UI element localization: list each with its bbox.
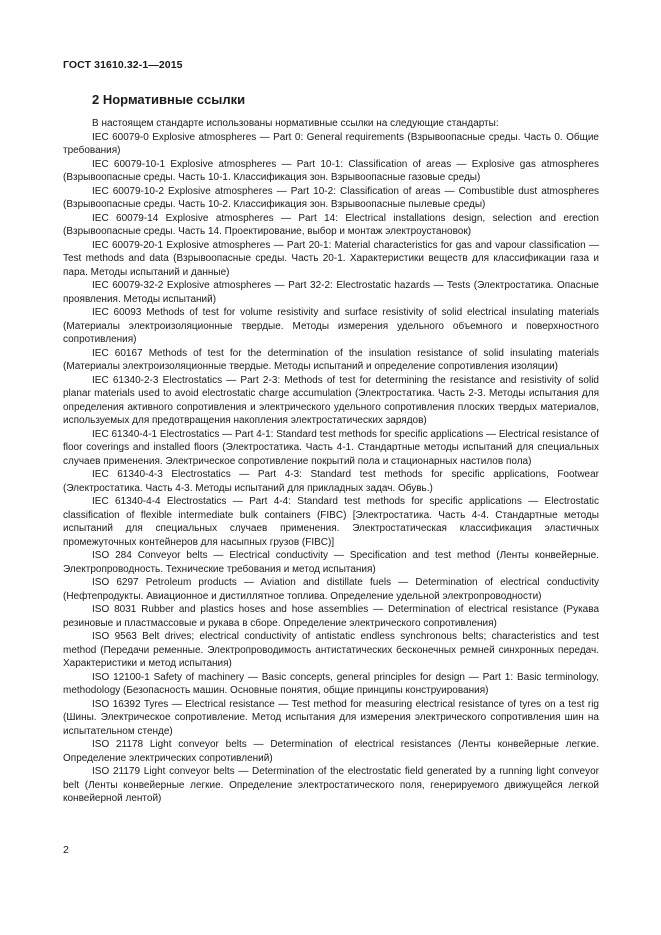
reference-item: ISO 16392 Tyres — Electrical resistance — Test method for measuring electrical resistance of tyres on a test rig (Шины. Электрическое сопротивление. Метод испытания для измерения электрического сопротивления шин на испытательном стенде) <box>63 698 599 737</box>
reference-item: ISO 6297 Petroleum products — Aviation and distillate fuels — Determination of electrical conductivity (Нефтепродукты. Авиационное и дистиллятное топлива. Определение удельной электропроводности) <box>63 577 599 602</box>
document-code-header: ГОСТ 31610.32-1—2015 <box>63 59 183 71</box>
reference-item: IEC 60093 Methods of test for volume resistivity and surface resistivity of solid electrical insulating materials (Материалы электроизоляционные твердые. Методы измерения удельного объемного и поверхностного сопротивления) <box>63 307 599 345</box>
reference-item: ISO 9563 Belt drives; electrical conductivity of antistatic endless synchronous belts; characteristics and test method (Передачи ременные. Электропроводимость антистатических бесконечных ремней синхронных передач. Характеристики и метод испытания) <box>63 631 599 669</box>
normative-references-body <box>63 117 599 806</box>
reference-item: IEC 60079-32-2 Explosive atmospheres — Part 32-2: Electrostatic hazards — Tests (Электростатика. Опасные проявления. Методы испытаний) <box>63 280 599 305</box>
reference-item: ISO 21179 Light conveyor belts — Determination of the electrostatic field generated by a running light conveyor belt (Ленты конвейерные легкие. Определение электростатического поля, генерируемого движущейся легкой конвейерной лентой) <box>63 766 599 804</box>
page-number: 2 <box>63 844 69 856</box>
reference-item: IEC 60079-10-1 Explosive atmospheres — Part 10-1: Classification of areas — Explosive gas atmospheres (Взрывоопасные среды. Часть 10-1. Классификация зон. Взрывоопасные газовые среды) <box>63 158 599 183</box>
reference-item: IEC 61340-4-1 Electrostatics — Part 4-1: Standard test methods for specific applications — Electrical resistance of floor coverings and installed floors (Электростатика. Часть 4-1. Стандартные методы испытаний для специальных случаев применения. Электрическое сопротивление покрытий пола и стационарных настилов пола) <box>63 428 599 467</box>
reference-item: IEC 60167 Methods of test for the determination of the insulation resistance of solid insulating materials (Материалы электроизоляционные твердые. Методы испытаний и определение сопротивления изоляции) <box>63 347 599 372</box>
reference-item: IEC 61340-2-3 Electrostatics — Part 2-3: Methods of test for determining the resistance and resistivity of solid planar materials used to avoid electrostatic charge accumulation (Электростатика. Часть 2-3. Методы испытания для определения активного сопротивления и электрического удельного сопротивления плоских твердых материалов, используемых для предотвращения накопления электростатических зарядов) <box>63 374 599 426</box>
reference-item: IEC 60079-0 Explosive atmospheres — Part 0: General requirements (Взрывоопасные среды. Часть 0. Общие требования) <box>63 131 599 156</box>
reference-item: ISO 12100-1 Safety of machinery — Basic concepts, general principles for design — Part 1: Basic terminology, methodology (Безопасность машин. Основные понятия, общие принципы конструирования) <box>63 671 599 696</box>
reference-item: IEC 60079-10-2 Explosive atmospheres — Part 10-2: Classification of areas — Combustible dust atmospheres (Взрывоопасные среды. Часть 10-2. Классификация зон. Взрывоопасные пылевые среды) <box>63 185 599 210</box>
reference-item: IEC 60079-14 Explosive atmospheres — Part 14: Electrical installations design, selection and erection (Взрывоопасные среды. Часть 14. Проектирование, выбор и монтаж электроустановок) <box>63 212 599 237</box>
reference-item: ISO 8031 Rubber and plastics hoses and hose assemblies — Determination of electrical resistance (Рукава резиновые и пластмассовые и рукава в сборе. Определение электрического сопротивления) <box>63 604 599 629</box>
reference-item: ISO 21178 Light conveyor belts — Determination of electrical resistances (Ленты конвейерные легкие. Определение электрических сопротивлений) <box>63 739 599 764</box>
reference-item: IEC 61340-4-4 Electrostatics — Part 4-4: Standard test methods for specific applications — Electrostatic classification of flexible intermediate bulk containers (FIBC) [Электростатика. Часть 4-4. Стандартные методы испытаний для специальных случаев применения. Электростатическая классификация эластичных промежуточных контейнеров для насыпных грузов (FIBC)] <box>63 496 599 548</box>
section-heading: 2 Нормативные ссылки <box>92 92 246 107</box>
reference-item: IEC 61340-4-3 Electrostatics — Part 4-3: Standard test methods for specific applications, Footwear (Электростатика. Часть 4-3. Методы испытаний для прикладных задач. Обувь.) <box>63 469 599 494</box>
reference-item: ISO 284 Conveyor belts — Electrical conductivity — Specification and test method (Ленты конвейерные. Электропроводность. Технические требования и метод испытания) <box>63 550 599 575</box>
intro-paragraph: В настоящем стандарте использованы нормативные ссылки на следующие стандарты: <box>92 118 499 129</box>
reference-item: IEC 60079-20-1 Explosive atmospheres — Part 20-1: Material characteristics for gas and vapour classification — Test methods and data (Взрывоопасные среды. Часть 20-1. Характеристики веществ для классификации газа и пара. Методы испытаний и данные) <box>63 239 599 278</box>
